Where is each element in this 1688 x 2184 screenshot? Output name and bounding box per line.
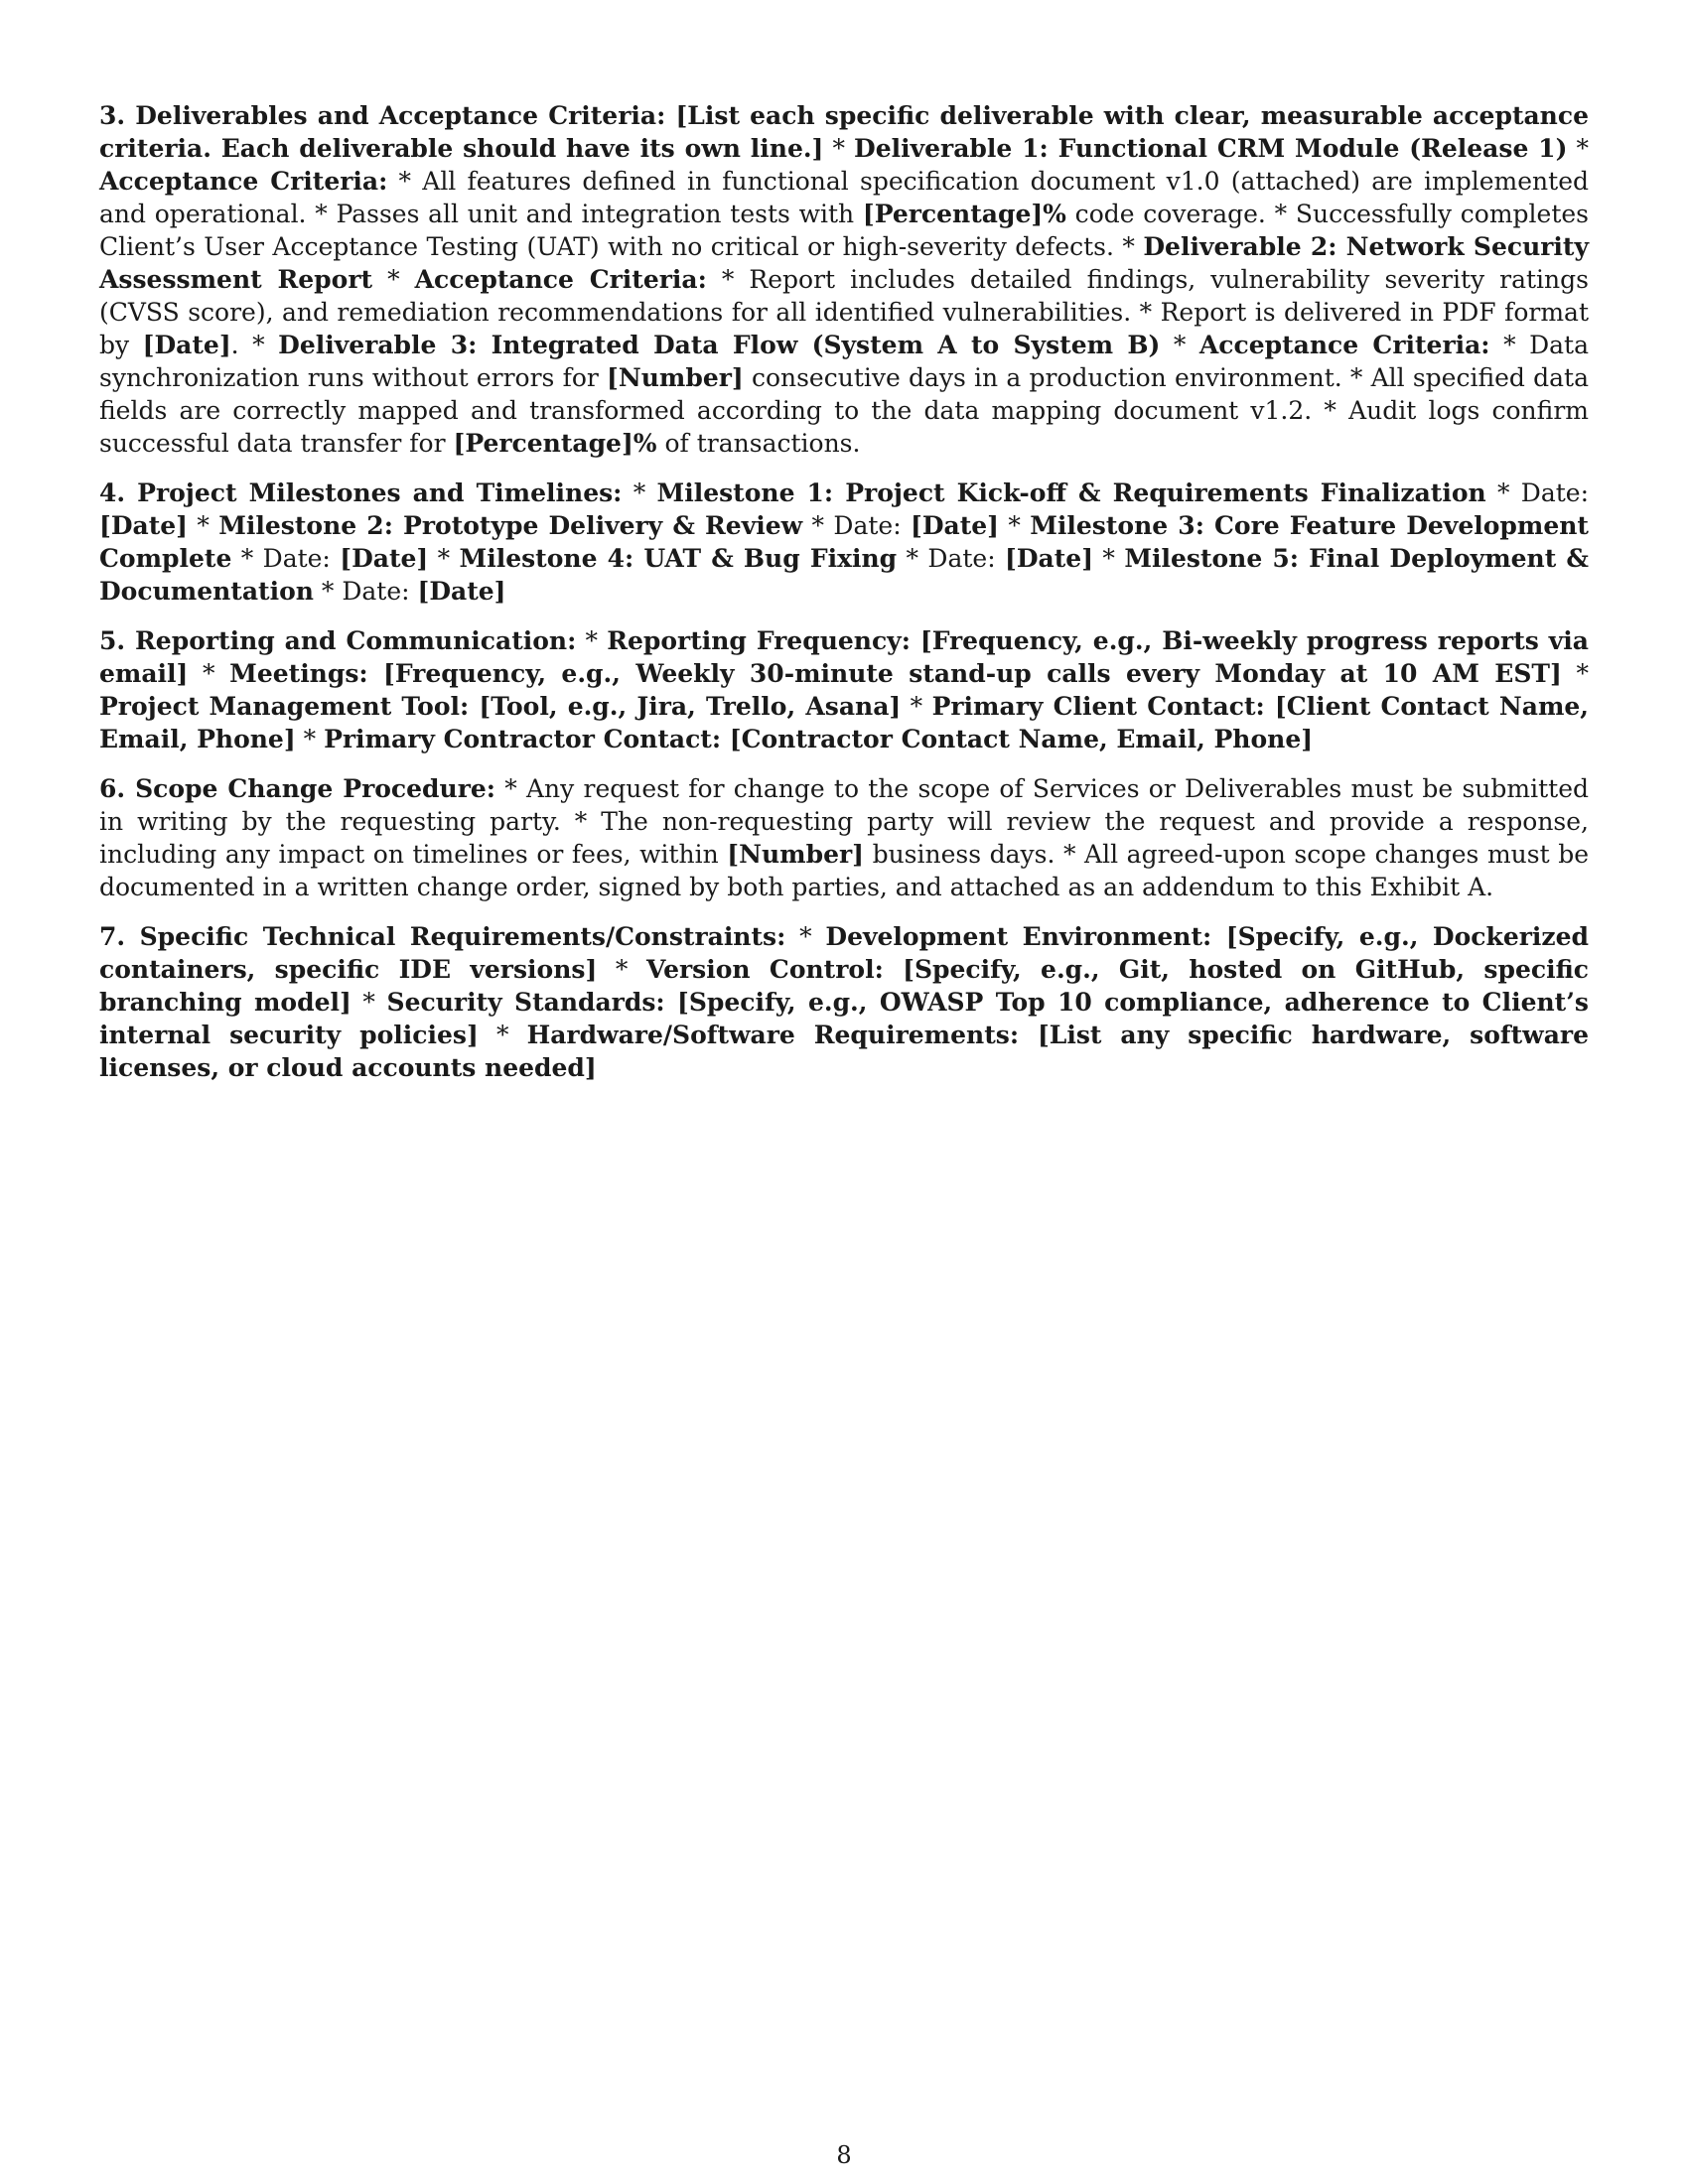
section-milestones: [99, 477, 1589, 608]
bold-text-run: [Date]: [1005, 544, 1094, 573]
bold-text-run: Security Standards: [Specify, e.g., OWASP Top 10 compliance, adherence to Client’s internal security policies]: [99, 988, 1589, 1049]
text-run: business days. * All agreed-upon scope changes must be documented in a written change order, signed by both parties, and attached as an addendum to this Exhibit A.: [99, 840, 1589, 901]
bold-text-run: Acceptance Criteria:: [1198, 331, 1490, 359]
text-run: *: [785, 922, 826, 951]
text-run: * Any request for change to the scope of Services or Deliverables must be submitted in writing by the requesting party. * The non-requesting party will review the request and provide a response, including any impact on timelines or fees, within: [99, 774, 1589, 869]
bold-text-run: 6. Scope Change Procedure:: [99, 774, 496, 803]
text-run: * Date:: [1485, 478, 1589, 507]
text-run: * Date:: [802, 511, 911, 540]
bold-text-run: 5. Reporting and Communication:: [99, 626, 577, 655]
bold-text-run: [Date]: [910, 511, 999, 540]
bold-text-run: 3. Deliverables and Acceptance Criteria: [List each specific deliverable with clear, measurable acceptance criteria. Each deliverable should have its own line.]: [99, 101, 1589, 163]
text-run: * Date:: [231, 544, 341, 573]
text-run: *: [372, 265, 415, 294]
text-run: *: [188, 659, 230, 688]
bold-text-run: Version Control: [Specify, e.g., Git, hosted on GitHub, specific branching model]: [99, 955, 1589, 1017]
text-run: *: [478, 1021, 527, 1049]
bold-text-run: 7. Specific Technical Requirements/Constraints:: [99, 922, 786, 951]
text-run: *: [188, 511, 219, 540]
text-run: *: [1567, 134, 1589, 163]
text-run: * Date:: [313, 577, 418, 606]
bold-text-run: [Number]: [727, 840, 864, 869]
section-reporting: [99, 624, 1589, 755]
text-run: *: [576, 626, 608, 655]
text-run: *: [428, 544, 460, 573]
bold-text-run: 4. Project Milestones and Timelines:: [99, 478, 623, 507]
text-run: * Report includes detailed findings, vulnerability severity ratings (CVSS score), and remediation recommendations for all identified vulnerabilities. * Report is delivered in PDF format by: [99, 265, 1589, 359]
bold-text-run: Milestone 5: Final Deployment & Documentation: [99, 544, 1589, 606]
section-technical-requirements: [99, 920, 1589, 1084]
text-run: *: [1561, 659, 1589, 688]
text-run: * Data synchronization runs without errors for: [99, 331, 1589, 392]
bold-text-run: [Date]: [99, 511, 188, 540]
bold-text-run: Project Management Tool: [Tool, e.g., Jira, Trello, Asana]: [99, 692, 902, 721]
bold-text-run: Acceptance Criteria:: [414, 265, 707, 294]
bold-text-run: [Date]: [340, 544, 429, 573]
text-run: *: [1093, 544, 1125, 573]
text-run: * Date:: [897, 544, 1006, 573]
bold-text-run: Primary Client Contact: [Client Contact Name, Email, Phone]: [99, 692, 1590, 753]
bold-text-run: Milestone 1: Project Kick-off & Requirements Finalization: [656, 478, 1486, 507]
bold-text-run: [Date]: [142, 331, 231, 359]
text-run: *: [998, 511, 1031, 540]
bold-text-run: Deliverable 3: Integrated Data Flow (System A to System B): [278, 331, 1161, 359]
bold-text-run: Hardware/Software Requirements: [List any specific hardware, software licenses, or cloud accounts needed]: [99, 1021, 1589, 1082]
text-run: *: [1160, 331, 1199, 359]
text-run: of transactions.: [656, 429, 861, 458]
bold-text-run: Deliverable 2: Network Security Assessment Report: [99, 232, 1589, 294]
text-run: . *: [230, 331, 279, 359]
document-body: [99, 99, 1589, 1101]
section-scope-change: [99, 772, 1589, 903]
bold-text-run: Milestone 2: Prototype Delivery & Review: [218, 511, 803, 540]
bold-text-run: Milestone 4: UAT & Bug Fixing: [459, 544, 898, 573]
bold-text-run: [Date]: [417, 577, 506, 606]
bold-text-run: Development Environment: [Specify, e.g., Dockerized containers, specific IDE versions]: [99, 922, 1589, 984]
bold-text-run: Acceptance Criteria:: [99, 167, 388, 196]
bold-text-run: Deliverable 1: Functional CRM Module (Release 1): [854, 134, 1568, 163]
text-run: *: [901, 692, 932, 721]
text-run: code coverage. * Successfully completes Client’s User Acceptance Testing (UAT) with no critical or high-severity defects. *: [99, 200, 1589, 261]
bold-text-run: [Percentage]%: [862, 200, 1066, 228]
text-run: consecutive days in a production environment. * All specified data fields are correctly mapped and transformed according to the data mapping document v1.2. * Audit logs confirm successful data transfer for: [99, 363, 1589, 458]
bold-text-run: Meetings: [Frequency, e.g., Weekly 30-minute stand-up calls every Monday at 10 AM EST]: [229, 659, 1562, 688]
bold-text-run: Primary Contractor Contact: [Contractor Contact Name, Email, Phone]: [324, 725, 1314, 753]
text-run: * All features defined in functional specification document v1.0 (attached) are implemented and operational. * Passes all unit and integration tests with: [99, 167, 1589, 228]
text-run: *: [597, 955, 646, 984]
bold-text-run: [Number]: [607, 363, 744, 392]
page-number: 8: [836, 2141, 852, 2169]
bold-text-run: Milestone 3: Core Feature Development Complete: [99, 511, 1589, 573]
bold-text-run: [Percentage]%: [453, 429, 657, 458]
section-deliverables: [99, 99, 1589, 460]
text-run: *: [823, 134, 855, 163]
text-run: *: [622, 478, 657, 507]
text-run: *: [295, 725, 325, 753]
text-run: *: [351, 988, 387, 1017]
bold-text-run: Reporting Frequency: [Frequency, e.g., Bi-weekly progress reports via email]: [99, 626, 1589, 688]
